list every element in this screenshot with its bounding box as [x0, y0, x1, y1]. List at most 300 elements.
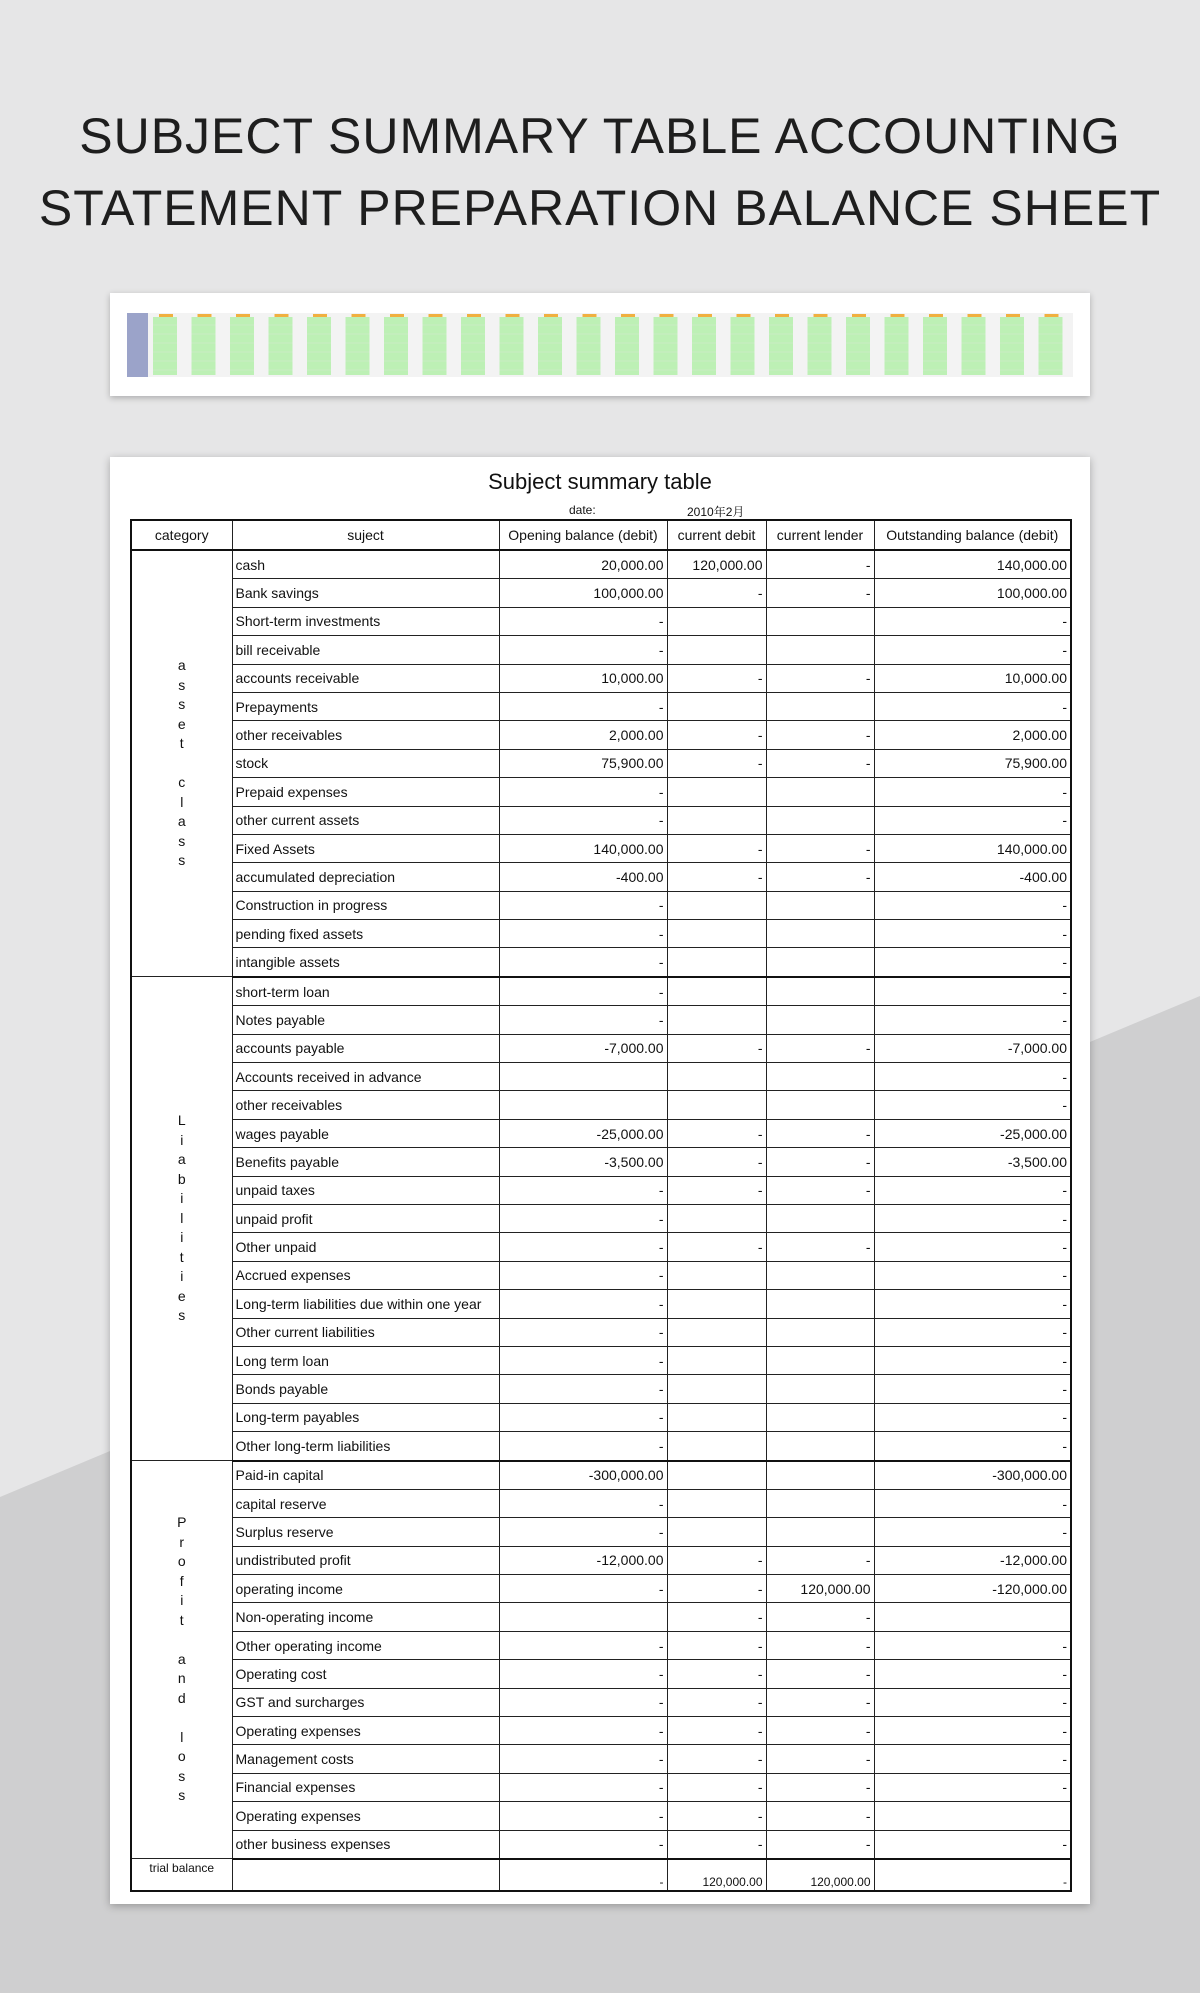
document-sheet	[110, 457, 1090, 1904]
current-debit-cell: -	[667, 579, 766, 607]
outstanding-balance-cell: -	[874, 1518, 1071, 1546]
table-row	[131, 1802, 1071, 1830]
current-lender-cell: -	[766, 1688, 874, 1716]
page-heading-line-2: STATEMENT PREPARATION BALANCE SHEET	[38, 180, 1162, 236]
current-lender-cell	[766, 1489, 874, 1517]
current-lender-cell	[766, 1204, 874, 1232]
spreadsheet-thumbnail[interactable]	[110, 293, 1090, 396]
subject-cell: Other operating income	[232, 1631, 499, 1659]
outstanding-balance-cell: -	[874, 1745, 1071, 1773]
current-debit-cell	[667, 778, 766, 806]
trial-balance-debit: 120,000.00	[667, 1859, 766, 1892]
subject-cell: Surplus reserve	[232, 1518, 499, 1546]
subject-cell: capital reserve	[232, 1489, 499, 1517]
current-lender-cell: -	[766, 1176, 874, 1204]
table-row	[131, 721, 1071, 749]
current-debit-cell	[667, 948, 766, 977]
outstanding-balance-cell: -12,000.00	[874, 1546, 1071, 1574]
current-debit-cell	[667, 806, 766, 834]
outstanding-balance-cell: -	[874, 1432, 1071, 1461]
subject-cell: accounts receivable	[232, 664, 499, 692]
table-header-row	[131, 520, 1071, 550]
trial-balance-subject	[232, 1859, 499, 1892]
subject-cell: Operating expenses	[232, 1717, 499, 1745]
opening-balance-cell: -	[499, 1830, 667, 1859]
opening-balance-cell: -	[499, 948, 667, 977]
table-row	[131, 1830, 1071, 1859]
outstanding-balance-cell	[874, 1802, 1071, 1830]
current-lender-cell	[766, 692, 874, 720]
table-row	[131, 778, 1071, 806]
subject-cell: Prepayments	[232, 692, 499, 720]
outstanding-balance-cell: -3,500.00	[874, 1148, 1071, 1176]
outstanding-balance-cell: -120,000.00	[874, 1575, 1071, 1603]
current-lender-cell: -	[766, 579, 874, 607]
current-lender-cell: -	[766, 1603, 874, 1631]
table-row	[131, 1489, 1071, 1517]
table-row	[131, 607, 1071, 635]
current-lender-cell: -	[766, 834, 874, 862]
opening-balance-cell: -	[499, 920, 667, 948]
outstanding-balance-cell: -	[874, 636, 1071, 664]
current-lender-cell: -	[766, 1233, 874, 1261]
outstanding-balance-cell: -	[874, 1403, 1071, 1431]
current-debit-cell	[667, 1318, 766, 1346]
current-lender-cell: -	[766, 749, 874, 777]
subject-cell: Long-term payables	[232, 1403, 499, 1431]
opening-balance-cell: -	[499, 1631, 667, 1659]
opening-balance-cell: -	[499, 1375, 667, 1403]
opening-balance-cell: -	[499, 1518, 667, 1546]
opening-balance-cell: -	[499, 1233, 667, 1261]
current-debit-cell: -	[667, 721, 766, 749]
current-debit-cell: -	[667, 1717, 766, 1745]
subject-cell: intangible assets	[232, 948, 499, 977]
opening-balance-cell: -3,500.00	[499, 1148, 667, 1176]
current-debit-cell: -	[667, 1745, 766, 1773]
table-row	[131, 1063, 1071, 1091]
current-lender-cell: -	[766, 1148, 874, 1176]
subject-cell: Non-operating income	[232, 1603, 499, 1631]
opening-balance-cell: -	[499, 1717, 667, 1745]
subject-cell: Operating expenses	[232, 1802, 499, 1830]
outstanding-balance-cell: 10,000.00	[874, 664, 1071, 692]
table-row	[131, 1660, 1071, 1688]
current-debit-cell	[667, 977, 766, 1006]
current-debit-cell	[667, 607, 766, 635]
subject-cell: Fixed Assets	[232, 834, 499, 862]
outstanding-balance-cell: -	[874, 1717, 1071, 1745]
opening-balance-cell: -	[499, 806, 667, 834]
table-row	[131, 1603, 1071, 1631]
current-debit-cell: -	[667, 664, 766, 692]
opening-balance-cell: -	[499, 1802, 667, 1830]
current-lender-cell	[766, 1261, 874, 1289]
table-row	[131, 1034, 1071, 1062]
document-title: Subject summary table	[488, 469, 712, 494]
outstanding-balance-cell: -	[874, 1176, 1071, 1204]
current-debit-cell	[667, 1375, 766, 1403]
outstanding-balance-cell: -	[874, 1346, 1071, 1374]
opening-balance-cell: -300,000.00	[499, 1461, 667, 1490]
table-row	[131, 1375, 1071, 1403]
opening-balance-cell: -	[499, 1489, 667, 1517]
outstanding-balance-cell: -	[874, 806, 1071, 834]
outstanding-balance-cell: -	[874, 1773, 1071, 1801]
category-cell: a s s e t c l a s s	[131, 550, 232, 977]
current-debit-cell: -	[667, 834, 766, 862]
subject-cell: Bonds payable	[232, 1375, 499, 1403]
current-debit-cell	[667, 1518, 766, 1546]
subject-cell: accounts payable	[232, 1034, 499, 1062]
current-debit-cell: -	[667, 1233, 766, 1261]
table-row	[131, 1688, 1071, 1716]
current-lender-cell: -	[766, 1773, 874, 1801]
subject-cell: operating income	[232, 1575, 499, 1603]
outstanding-balance-cell: -	[874, 778, 1071, 806]
column-header-current-lender: current lender	[766, 520, 874, 550]
subject-cell: Other current liabilities	[232, 1318, 499, 1346]
subject-cell: Financial expenses	[232, 1773, 499, 1801]
current-lender-cell	[766, 1063, 874, 1091]
current-lender-cell: 120,000.00	[766, 1575, 874, 1603]
outstanding-balance-cell: -	[874, 607, 1071, 635]
subject-cell: Operating cost	[232, 1660, 499, 1688]
outstanding-balance-cell: -	[874, 977, 1071, 1006]
opening-balance-cell: -	[499, 1432, 667, 1461]
category-cell: P r o f i t a n d l o s s	[131, 1461, 232, 1859]
current-debit-cell: -	[667, 1802, 766, 1830]
opening-balance-cell: -	[499, 1006, 667, 1034]
column-header-current-debit: current debit	[667, 520, 766, 550]
opening-balance-cell: -	[499, 1403, 667, 1431]
current-debit-cell	[667, 1091, 766, 1119]
opening-balance-cell: -	[499, 778, 667, 806]
trial-balance-label: trial balance	[131, 1859, 232, 1892]
opening-balance-cell: -	[499, 1688, 667, 1716]
current-debit-cell: -	[667, 863, 766, 891]
opening-balance-cell: -	[499, 1261, 667, 1289]
table-row	[131, 1176, 1071, 1204]
current-debit-cell: -	[667, 1688, 766, 1716]
subject-cell: Long-term liabilities due within one year	[232, 1290, 499, 1318]
table-row	[131, 1745, 1071, 1773]
current-debit-cell	[667, 891, 766, 919]
current-lender-cell	[766, 1461, 874, 1490]
current-lender-cell: -	[766, 1546, 874, 1574]
subject-cell: accumulated depreciation	[232, 863, 499, 891]
table-row	[131, 1575, 1071, 1603]
current-debit-cell: -	[667, 1575, 766, 1603]
table-row	[131, 749, 1071, 777]
table-row	[131, 1717, 1071, 1745]
table-row	[131, 1631, 1071, 1659]
table-row	[131, 834, 1071, 862]
current-lender-cell	[766, 977, 874, 1006]
subject-cell: Bank savings	[232, 579, 499, 607]
current-debit-cell: -	[667, 1631, 766, 1659]
current-debit-cell	[667, 1261, 766, 1289]
outstanding-balance-cell: -25,000.00	[874, 1119, 1071, 1147]
outstanding-balance-cell: 140,000.00	[874, 834, 1071, 862]
current-lender-cell: -	[766, 664, 874, 692]
opening-balance-cell: -	[499, 1660, 667, 1688]
subject-cell: other current assets	[232, 806, 499, 834]
table-row	[131, 664, 1071, 692]
table-row	[131, 1518, 1071, 1546]
table-body	[131, 550, 1071, 1859]
current-debit-cell	[667, 1063, 766, 1091]
current-debit-cell: -	[667, 1773, 766, 1801]
subject-cell: other receivables	[232, 1091, 499, 1119]
outstanding-balance-cell: -	[874, 1091, 1071, 1119]
category-cell: L i a b i l i t i e s	[131, 977, 232, 1461]
outstanding-balance-cell: 2,000.00	[874, 721, 1071, 749]
current-debit-cell: -	[667, 1119, 766, 1147]
outstanding-balance-cell: -	[874, 1688, 1071, 1716]
current-lender-cell	[766, 1432, 874, 1461]
subject-cell: Other unpaid	[232, 1233, 499, 1261]
table-row	[131, 1233, 1071, 1261]
outstanding-balance-cell: -	[874, 1489, 1071, 1517]
current-lender-cell: -	[766, 1660, 874, 1688]
opening-balance-cell: -400.00	[499, 863, 667, 891]
current-debit-cell: 120,000.00	[667, 550, 766, 579]
current-lender-cell: -	[766, 1034, 874, 1062]
current-lender-cell: -	[766, 863, 874, 891]
subject-cell: Management costs	[232, 1745, 499, 1773]
opening-balance-cell: 10,000.00	[499, 664, 667, 692]
subject-cell: Prepaid expenses	[232, 778, 499, 806]
table-row	[131, 1261, 1071, 1289]
outstanding-balance-cell: -	[874, 1290, 1071, 1318]
table-row	[131, 1773, 1071, 1801]
current-debit-cell	[667, 1432, 766, 1461]
column-header-subject: suject	[232, 520, 499, 550]
subject-cell: Benefits payable	[232, 1148, 499, 1176]
current-lender-cell	[766, 1346, 874, 1374]
opening-balance-cell: -	[499, 1346, 667, 1374]
page-heading-line-1: SUBJECT SUMMARY TABLE ACCOUNTING	[79, 108, 1121, 164]
opening-balance-cell: -	[499, 1575, 667, 1603]
current-debit-cell	[667, 1403, 766, 1431]
table-row	[131, 1403, 1071, 1431]
outstanding-balance-cell: -	[874, 920, 1071, 948]
opening-balance-cell	[499, 1063, 667, 1091]
current-debit-cell: -	[667, 1603, 766, 1631]
table-row	[131, 1346, 1071, 1374]
current-debit-cell	[667, 1461, 766, 1490]
table-row	[131, 1091, 1071, 1119]
subject-cell: pending fixed assets	[232, 920, 499, 948]
current-debit-cell	[667, 692, 766, 720]
current-debit-cell: -	[667, 1830, 766, 1859]
current-lender-cell: -	[766, 1717, 874, 1745]
subject-cell: Paid-in capital	[232, 1461, 499, 1490]
opening-balance-cell: -25,000.00	[499, 1119, 667, 1147]
current-debit-cell: -	[667, 1176, 766, 1204]
column-header-category: category	[131, 520, 232, 550]
trial-balance-row	[131, 1859, 1071, 1892]
current-lender-cell	[766, 1518, 874, 1546]
subject-cell: Other long-term liabilities	[232, 1432, 499, 1461]
subject-cell: Long term loan	[232, 1346, 499, 1374]
current-lender-cell	[766, 1006, 874, 1034]
current-lender-cell	[766, 636, 874, 664]
subject-cell: bill receivable	[232, 636, 499, 664]
table-row	[131, 1461, 1071, 1490]
outstanding-balance-cell: -	[874, 948, 1071, 977]
outstanding-balance-cell: -	[874, 1204, 1071, 1232]
current-lender-cell	[766, 1403, 874, 1431]
opening-balance-cell: -	[499, 607, 667, 635]
subject-cell: unpaid taxes	[232, 1176, 499, 1204]
table-row	[131, 1148, 1071, 1176]
outstanding-balance-cell: 75,900.00	[874, 749, 1071, 777]
opening-balance-cell: -12,000.00	[499, 1546, 667, 1574]
table-row	[131, 920, 1071, 948]
outstanding-balance-cell: -300,000.00	[874, 1461, 1071, 1490]
opening-balance-cell: -	[499, 891, 667, 919]
current-lender-cell: -	[766, 1631, 874, 1659]
subject-cell: Accounts received in advance	[232, 1063, 499, 1091]
opening-balance-cell: 2,000.00	[499, 721, 667, 749]
outstanding-balance-cell: -	[874, 891, 1071, 919]
current-lender-cell: -	[766, 1745, 874, 1773]
current-debit-cell: -	[667, 749, 766, 777]
opening-balance-cell: -	[499, 636, 667, 664]
opening-balance-cell	[499, 1091, 667, 1119]
outstanding-balance-cell: -	[874, 1261, 1071, 1289]
current-debit-cell	[667, 1346, 766, 1374]
current-lender-cell: -	[766, 550, 874, 579]
current-lender-cell: -	[766, 1119, 874, 1147]
current-lender-cell	[766, 806, 874, 834]
outstanding-balance-cell: -	[874, 1830, 1071, 1859]
thumbnail-preview-strip	[127, 313, 1073, 377]
current-lender-cell	[766, 607, 874, 635]
subject-cell: wages payable	[232, 1119, 499, 1147]
outstanding-balance-cell: -	[874, 1375, 1071, 1403]
table-row	[131, 579, 1071, 607]
outstanding-balance-cell: -	[874, 1063, 1071, 1091]
outstanding-balance-cell: -	[874, 1233, 1071, 1261]
opening-balance-cell: 20,000.00	[499, 550, 667, 579]
date-label: date:	[569, 503, 596, 517]
subject-cell: cash	[232, 550, 499, 579]
table-row	[131, 1546, 1071, 1574]
current-lender-cell	[766, 1318, 874, 1346]
current-lender-cell	[766, 1290, 874, 1318]
current-debit-cell	[667, 1489, 766, 1517]
opening-balance-cell: -	[499, 1204, 667, 1232]
subject-cell: stock	[232, 749, 499, 777]
opening-balance-cell: -	[499, 977, 667, 1006]
current-lender-cell	[766, 778, 874, 806]
outstanding-balance-cell: -	[874, 1318, 1071, 1346]
date-value: 2010年2月	[687, 505, 745, 519]
opening-balance-cell: -	[499, 1773, 667, 1801]
subject-cell: short-term loan	[232, 977, 499, 1006]
current-debit-cell	[667, 1006, 766, 1034]
current-debit-cell	[667, 636, 766, 664]
opening-balance-cell: -7,000.00	[499, 1034, 667, 1062]
table-row	[131, 1318, 1071, 1346]
opening-balance-cell: 75,900.00	[499, 749, 667, 777]
subject-cell: other receivables	[232, 721, 499, 749]
current-debit-cell	[667, 1204, 766, 1232]
outstanding-balance-cell: -400.00	[874, 863, 1071, 891]
table-row	[131, 1204, 1071, 1232]
trial-balance-outstanding: -	[874, 1859, 1071, 1892]
subject-cell: Notes payable	[232, 1006, 499, 1034]
current-debit-cell: -	[667, 1660, 766, 1688]
table-row	[131, 948, 1071, 977]
subject-cell: Construction in progress	[232, 891, 499, 919]
outstanding-balance-cell: -	[874, 1006, 1071, 1034]
opening-balance-cell: -	[499, 1290, 667, 1318]
current-lender-cell	[766, 891, 874, 919]
current-debit-cell	[667, 920, 766, 948]
thumbnail-columns	[127, 313, 1073, 377]
table-row	[131, 977, 1071, 1006]
subject-cell: GST and surcharges	[232, 1688, 499, 1716]
current-debit-cell: -	[667, 1148, 766, 1176]
current-lender-cell	[766, 1091, 874, 1119]
outstanding-balance-cell: -	[874, 692, 1071, 720]
current-lender-cell: -	[766, 721, 874, 749]
table-row	[131, 692, 1071, 720]
opening-balance-cell: -	[499, 692, 667, 720]
current-lender-cell	[766, 948, 874, 977]
outstanding-balance-cell: -7,000.00	[874, 1034, 1071, 1062]
outstanding-balance-cell: 100,000.00	[874, 579, 1071, 607]
table-row	[131, 891, 1071, 919]
subject-cell: Short-term investments	[232, 607, 499, 635]
table-row	[131, 1432, 1071, 1461]
current-lender-cell	[766, 920, 874, 948]
table-row	[131, 863, 1071, 891]
opening-balance-cell: 100,000.00	[499, 579, 667, 607]
summary-table	[130, 519, 1072, 1892]
subject-cell: other business expenses	[232, 1830, 499, 1859]
table-row	[131, 1290, 1071, 1318]
current-lender-cell	[766, 1375, 874, 1403]
table-row	[131, 806, 1071, 834]
table-row	[131, 1119, 1071, 1147]
opening-balance-cell: -	[499, 1318, 667, 1346]
opening-balance-cell	[499, 1603, 667, 1631]
current-lender-cell: -	[766, 1830, 874, 1859]
table-row	[131, 1006, 1071, 1034]
current-lender-cell: -	[766, 1802, 874, 1830]
trial-balance-opening: -	[499, 1859, 667, 1892]
trial-balance-lender: 120,000.00	[766, 1859, 874, 1892]
outstanding-balance-cell: -	[874, 1660, 1071, 1688]
current-debit-cell	[667, 1290, 766, 1318]
outstanding-balance-cell: 140,000.00	[874, 550, 1071, 579]
opening-balance-cell: 140,000.00	[499, 834, 667, 862]
column-header-outstanding-balance: Outstanding balance (debit)	[874, 520, 1071, 550]
current-debit-cell: -	[667, 1034, 766, 1062]
table-row	[131, 550, 1071, 579]
current-debit-cell: -	[667, 1546, 766, 1574]
outstanding-balance-cell: -	[874, 1631, 1071, 1659]
opening-balance-cell: -	[499, 1176, 667, 1204]
table-row	[131, 636, 1071, 664]
opening-balance-cell: -	[499, 1745, 667, 1773]
subject-cell: undistributed profit	[232, 1546, 499, 1574]
